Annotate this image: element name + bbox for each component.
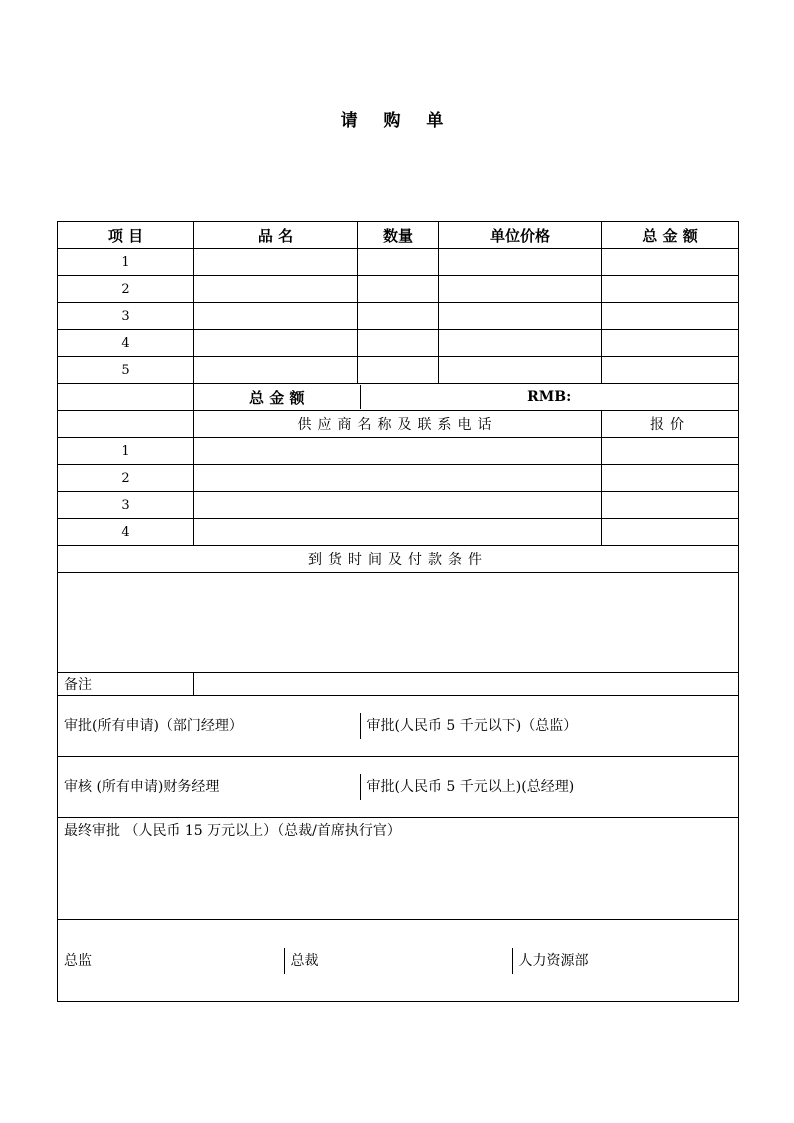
supplier-number: 3 (58, 492, 194, 519)
supplier-header-row (58, 411, 739, 438)
header-total-amount: 总 金 额 (602, 222, 739, 249)
supplier-contact-field[interactable] (194, 519, 602, 546)
signature-inner (58, 948, 738, 974)
remarks-field[interactable] (194, 673, 739, 696)
supplier-contact-field[interactable] (194, 465, 602, 492)
supplier-number: 4 (58, 519, 194, 546)
product-name-field[interactable] (194, 303, 358, 330)
item-number: 5 (58, 357, 194, 384)
delivery-payment-field[interactable] (58, 573, 739, 673)
total-amount-field[interactable] (602, 249, 739, 276)
director-approval[interactable]: 审批(人民币 5 千元以下)（总监） (366, 718, 578, 734)
quote-field[interactable] (602, 438, 739, 465)
unit-price-field[interactable] (439, 276, 602, 303)
item-row (58, 276, 739, 303)
approval-row-1 (58, 696, 739, 757)
header-unit-price: 单位价格 (439, 222, 602, 249)
remarks-label: 备注 (58, 673, 194, 696)
quantity-field[interactable] (358, 357, 439, 384)
quote-field[interactable] (602, 492, 739, 519)
director-signature[interactable]: 总监 (58, 948, 284, 974)
unit-price-field[interactable] (439, 303, 602, 330)
remarks-row (58, 673, 739, 696)
approval-row-2 (58, 757, 739, 818)
grand-total-row (58, 384, 739, 411)
quantity-field[interactable] (358, 249, 439, 276)
item-number: 4 (58, 330, 194, 357)
unit-price-field[interactable] (439, 249, 602, 276)
item-number: 1 (58, 249, 194, 276)
quantity-field[interactable] (358, 303, 439, 330)
supplier-contact-field[interactable] (194, 492, 602, 519)
total-amount-field[interactable] (602, 303, 739, 330)
header-quantity: 数量 (358, 222, 439, 249)
signature-container (58, 920, 739, 1002)
supplier-number: 2 (58, 465, 194, 492)
purchase-request-table (57, 221, 739, 1002)
item-row (58, 330, 739, 357)
items-header-row (58, 222, 739, 249)
total-amount-field[interactable] (602, 357, 739, 384)
item-number: 3 (58, 303, 194, 330)
total-amount-field[interactable] (602, 330, 739, 357)
page-title: 请 购 单 (340, 111, 454, 131)
header-delivery-payment: 到货时间及付款条件 (58, 546, 739, 573)
delivery-row (58, 573, 739, 673)
unit-price-field[interactable] (439, 357, 602, 384)
grand-total-inner (194, 385, 738, 409)
header-supplier-contact: 供应商名称及联系电话 (194, 411, 602, 438)
supplier-row (58, 438, 739, 465)
hr-signature[interactable]: 人力资源部 (518, 952, 589, 969)
total-amount-field[interactable] (602, 276, 739, 303)
approval-inner (58, 713, 738, 739)
supplier-row (58, 492, 739, 519)
dept-manager-approval[interactable]: 审批(所有申请)（部门经理） (58, 713, 360, 739)
grand-total-container (194, 384, 739, 411)
product-name-field[interactable] (194, 249, 358, 276)
delivery-header-row (58, 546, 739, 573)
item-row (58, 303, 739, 330)
quote-field[interactable] (602, 519, 739, 546)
product-name-field[interactable] (194, 330, 358, 357)
signature-row (58, 920, 739, 1002)
approval-container (58, 757, 739, 818)
supplier-contact-field[interactable] (194, 438, 602, 465)
approval-container (58, 696, 739, 757)
quote-field[interactable] (602, 465, 739, 492)
finance-manager-review[interactable]: 审核 (所有申请)财务经理 (58, 774, 360, 800)
header-product-name: 品 名 (194, 222, 358, 249)
final-approval[interactable]: 最终审批 （人民币 15 万元以上）（总裁/首席执行官） (58, 818, 739, 920)
header-quote: 报价 (602, 411, 739, 438)
supplier-row (58, 465, 739, 492)
approval-inner (58, 774, 738, 800)
product-name-field[interactable] (194, 276, 358, 303)
item-row (58, 357, 739, 384)
grand-total-field[interactable]: RMB: (527, 389, 572, 405)
unit-price-field[interactable] (439, 330, 602, 357)
supplier-number: 1 (58, 438, 194, 465)
item-row (58, 249, 739, 276)
item-number: 2 (58, 276, 194, 303)
blank-cell (58, 384, 194, 411)
header-item: 项 目 (58, 222, 194, 249)
quantity-field[interactable] (358, 276, 439, 303)
quantity-field[interactable] (358, 330, 439, 357)
president-signature[interactable]: 总裁 (284, 948, 512, 974)
grand-total-label: 总 金 额 (194, 385, 360, 409)
blank-cell (58, 411, 194, 438)
final-approval-row (58, 818, 739, 920)
product-name-field[interactable] (194, 357, 358, 384)
general-manager-approval[interactable]: 审批(人民币 5 千元以上)(总经理) (366, 779, 575, 795)
supplier-row (58, 519, 739, 546)
